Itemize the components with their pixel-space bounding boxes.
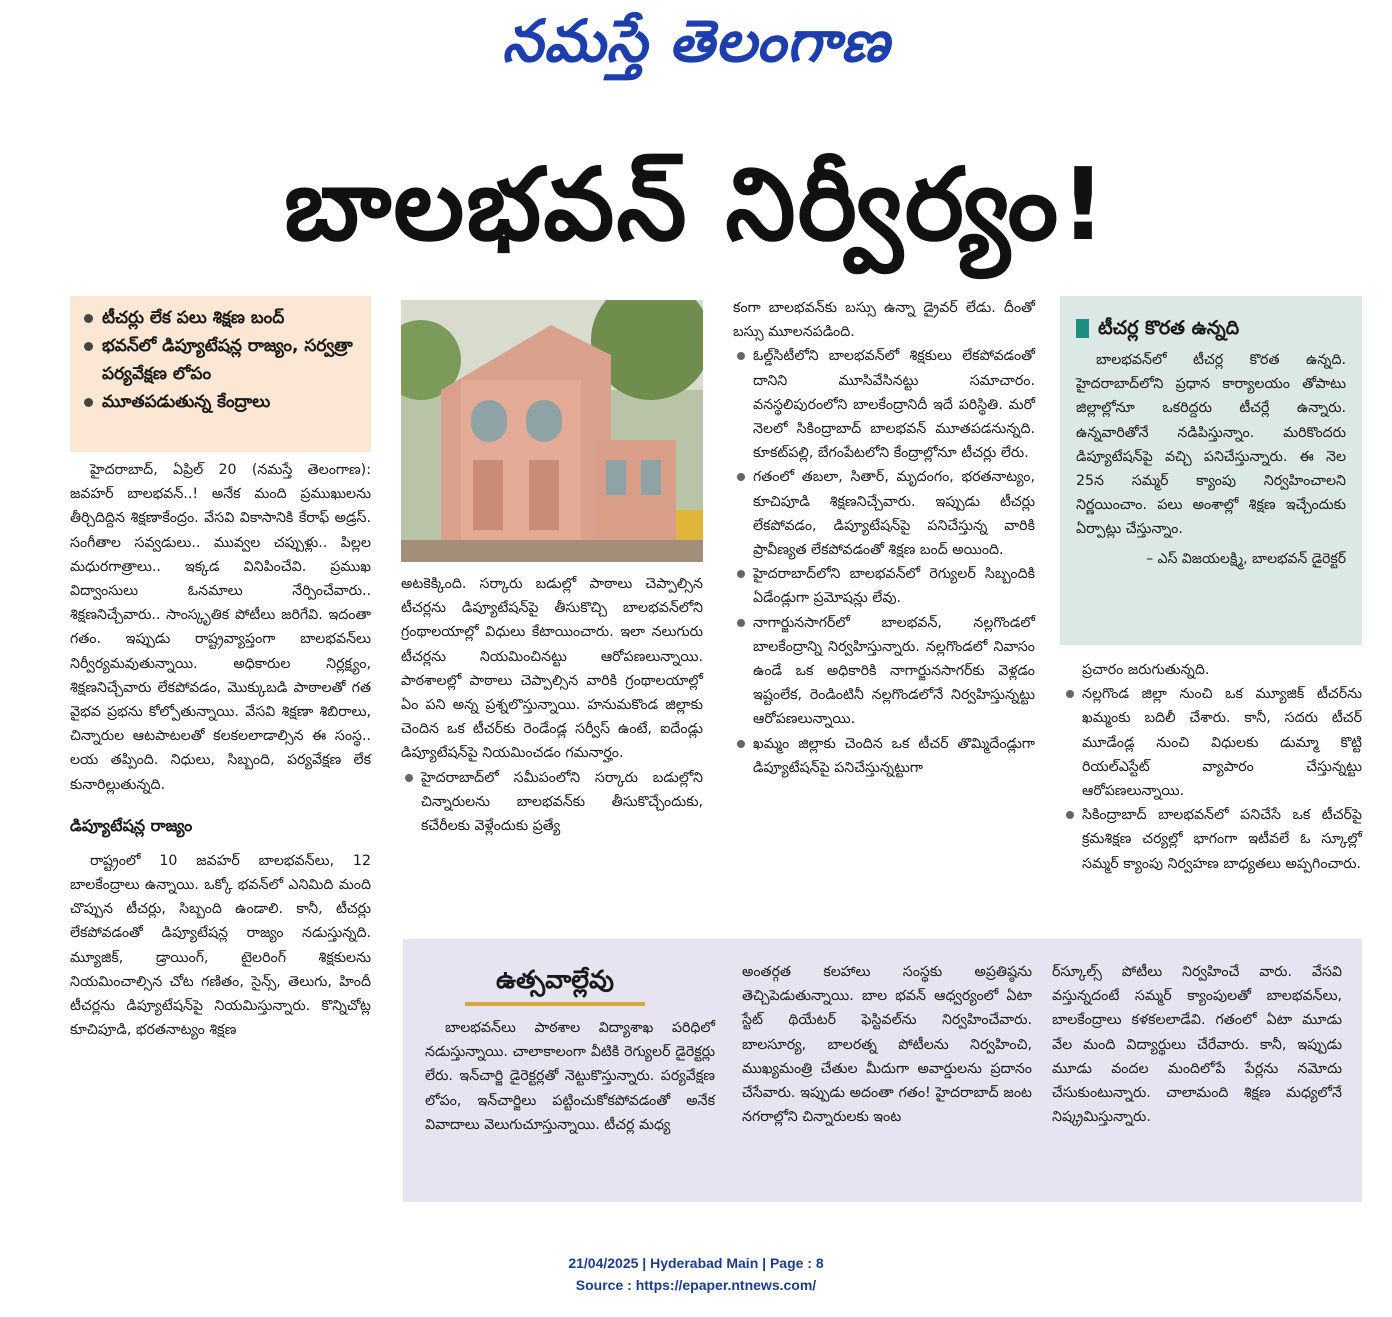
bullet-icon [737,473,745,481]
footer-source-link[interactable]: Source : https://epaper.ntnews.com/ [575,1277,817,1293]
sidebar-signature: – ఎస్ విజయలక్ష్మి, బాలభవన్ డైరెక్టర్ [1146,550,1346,567]
bottom-column-1 [425,1016,715,1137]
headline: బాలభవన్ నిర్వీర్యం! [284,146,1108,263]
footer [0,1252,1392,1296]
highlight-item: మూతపడుతున్న కేంద్రాలు [80,388,361,416]
bottom-column-2 [742,960,1032,1129]
article-column-3 [733,296,1035,780]
bullet-icon [737,619,745,627]
list-item: ఓల్డ్‌సిటీలోని బాలభవన్‌లో శిక్షకులు లేకపోవడంతో దానిని మూసివేసినట్టు సమాచారం. వనస్థలిపురంలోని బాలకేంద్రానిదీ ఇదే పరిస్థితి. మరో నెలలో సికింద్రాబాద్ బాలభవన్ మూతపడనున్నది. కూకట్‌పల్లి, బేగంపేటలోని కేంద్రాల్లోనూ టీచర్లు లేరు. [733,344,1035,465]
square-marker-icon [1076,319,1089,338]
paragraph: ర్‌స్కూల్స్ పోటీలు నిర్వహించే వారు. వేసవి వస్తున్నదంటే సమ్మర్ క్యాంపులతో బాలభవన్‌లు, బాలకేంద్రాలు కళకలలాడేవి. గతంలో ఏటా మూడు వేల మంది విద్యార్థులు చేరేవారు. కానీ, ఇప్పుడు మూడు వందల మందిలోపే పేర్లను నమోదు చేసుకుంటున్నారు. చాలామంది శిక్షణ మధ్యలోనే నిష్క్రమిస్తున్నారు. [1052,964,1342,1126]
list-item: హైదరాబాద్‌లోని బాలభవన్‌లో రెగ్యులర్ సిబ్బందికి ఏడేండ్లుగా ప్రమోషన్లు లేవు. [733,562,1035,610]
paragraph: కంగా బాలభవన్‌కు బస్సు ఉన్నా డ్రైవర్ లేడు. దీంతో బస్సు మూలనపడింది. [733,300,1035,341]
list-item: హైదరాబాద్‌లో సమీపంలోని సర్కారు బడుల్లోని చిన్నారులను బాలభవన్‌కు తీసుకొచ్చేందుకు, కచేరీలకు వెళ్లేందుకు ప్రత్యే [401,766,703,839]
list-item: సికింద్రాబాద్ బాలభవన్‌లో పనిచేసే ఒక టీచర్‌పై క్రమశిక్షణ చర్యల్లో భాగంగా ఇటీవలే ఓ స్కూల్లో సమ్మర్ క్యాంపు నిర్వహణ బాధ్యతలు అప్పగించారు. [1062,803,1362,876]
bullet-icon [737,352,745,360]
bottom-box-title: ఉత్సవాల్లేవు [465,962,645,1006]
director-quote-box [1060,296,1362,645]
list-item: గతంలో తబలా, సితార్, మృదంగం, భరతనాట్యం, కూచిపూడి శిక్షణనిచ్చేవారు. ఇప్పుడు టీచర్లు లేకపోవడం, డిప్యూటేషన్‌పై పనిచేస్తున్న వారికి ప్రావీణ్యత లేకపోవడంతో శిక్షణ బంద్ అయింది. [733,465,1035,562]
masthead-logo: నమస్తే తెలంగాణ [502,7,890,75]
paragraph: అటకెక్కింది. సర్కారు బడుల్లో పాఠాలు చెప్పాల్సిన టీచర్లను డిప్యూటేషన్‌పై తీసుకొచ్చి బాలభవన్‌లోని గ్రంథాలయాల్లో విధులు కేటాయించారు. ఇలా నలుగురు టీచర్లను నియమించినట్టు ఆరోపణలున్నాయి. పాఠశాలల్లో పాఠాలు చెప్పాల్సిన వారికి గ్రంథాలయాల్లో ఏం పని అన్న ప్రశ్నలొస్తున్నాయి. హనుమకొండ జిల్లాకు చెందిన ఒక టీచర్‌కు రెండేండ్ల సర్వీస్ ఉంటే, ఐదేండ్లు డిప్యూటేషన్‌పై నియమించడం గమనార్హం. [401,576,703,762]
article-column-4 [1062,658,1362,876]
bullet-icon [737,740,745,748]
paragraph: హైదరాబాద్, ఏప్రిల్ 20 (నమస్తే తెలంగాణ): జవహర్ బాలభవన్..! అనేక మంది ప్రముఖులను తీర్చిదిద్దిన శిక్షణాకేంద్రం. వేసవి వికాసానికి కేరాఫ్ అడ్రస్. సంగీతాల సవ్వడులు.. మువ్వల చప్పుళ్లు.. పిల్లల మధురగాత్రాలు.. ఇక్కడ వినిపించేవి. ప్రముఖ విద్వాంసులు ఓనమాలు నేర్పించేవారు.. శిక్షణనిచ్చేవారు.. సాంస్కృతిక పోటీలు జరిగేవి. ఇదంతా గతం. ఇప్పుడు రాష్ట్రవ్యాప్తంగా బాలభవన్‌లు నిర్వీర్యమవుతున్నాయి. అధికారుల నిర్లక్ష్యం, శిక్షణనిచ్చేవారు లేకపోవడం, మొక్కుబడి పాఠాలతో గత వైభవ ప్రభను కోల్పోతున్నాయి. వేసవి శిక్షణా శిబిరాలు, చిన్నారుల ఆటపాటలతో కలకలలాడాల్సిన ఈ సంస్థ.. లయ తప్పింది. నిధులు, సిబ్బంది, పర్యవేక్షణ లేక కునారిల్లుతున్నది. [70,462,371,793]
list-item: నాగార్జునసాగర్‌లో బాలభవన్, నల్లగొండలో బాలకేంద్రాన్ని నిర్వహిస్తున్నారు. నల్లగొండలో నివాసం ఉండే ఒక అధికారికి నాగార్జునసాగర్‌కు వెళ్లడం ఇష్టంలేక, రెండింటినీ నల్లగొండలోనే నిర్వహిస్తున్నట్టు ఆరోపణలున్నాయి. [733,611,1035,732]
bottom-column-3 [1052,960,1342,1129]
bullet-icon [405,774,413,782]
bullet-icon [737,570,745,578]
bullet-icon [84,342,93,351]
list-item: ఖమ్మం జిల్లాకు చెందిన ఒక టీచర్ తొమ్మిదేండ్లుగా డిప్యూటేషన్‌పై పనిచేస్తున్నట్టుగా [733,732,1035,780]
list-item: నల్లగొండ జిల్లా నుంచి ఒక మ్యూజిక్ టీచర్‌ను ఖమ్మంకు బదిలీ చేశారు. కానీ, సదరు టీచర్ మూడేండ్ల నుంచి విధులకు డుమ్మా కొట్టి రియల్‌ఎస్టేట్ వ్యాపారం చేస్తున్నట్టు ఆరోపణలున్నాయి. [1062,682,1362,803]
bullet-icon [1066,690,1074,698]
balabhavan-building-photo [401,300,703,562]
paragraph: బాలభవన్‌లు పాఠశాల విద్యాశాఖ పరిధిలో నడుస్తున్నాయి. చాలాకాలంగా వీటికి రెగ్యులర్ డైరెక్టర్లు లేరు. ఇన్‌చార్జి డైరెక్టర్లతో నెట్టుకొస్తున్నారు. పర్యవేక్షణ లోపం, ఇన్‌చార్జిలు పట్టించుకోకపోవడంతో అనేక వివాదాలు వెలుగుచూస్తున్నాయి. టీచర్ల మధ్య [425,1020,715,1133]
sidebar-text: బాలభవన్‌లో టీచర్ల కొరత ఉన్నది. హైదరాబాద్‌లోని ప్రధాన కార్యాలయం తోపాటు జిల్లాల్లోనూ ఒకరిద్దరు టీచర్లే ఉన్నారు. ఉన్నవారితోనే నడిపిస్తున్నాం. మరికొందరు డిప్యూటేషన్‌పై వచ్చి పనిచేస్తున్నారు. ఈ నెల 25న సమ్మర్ క్యాంపు నిర్వహించాలని నిర్ణయించాం. పలు అంశాల్లో శిక్షణ ఇచ్చేందుకు ఏర్పాట్లు చేస్తున్నాం. [1076,352,1346,538]
highlights-box [70,296,371,452]
subheading: డిప్యూటేషన్ల రాజ్యం [70,815,193,835]
highlight-item: టీచర్లు లేక పలు శిక్షణ బంద్ [80,304,361,332]
footer-date-line: 21/04/2025 | Hyderabad Main | Page : 8 [568,1255,824,1271]
bullet-icon [84,398,93,407]
paragraph: రాష్ట్రంలో 10 జవహర్ బాలభవన్‌లు, 12 బాలకేంద్రాలు ఉన్నాయి. ఒక్కో భవన్‌లో ఎనిమిది మంది చొప్పున టీచర్లు, సిబ్బంది ఉండాలి. కానీ, టీచర్లు లేకపోవడంతో డిప్యూటేషన్ల రాజ్యం నడుస్తున్నది. మ్యూజిక్, డ్రాయింగ్, టైలరింగ్ శిక్షకులను నియమించాల్సిన చోట గణితం, సైన్స్, తెలుగు, హిందీ టీచర్లను డిప్యూటేషన్‌పై నియమిస్తున్నారు. కొన్నిచోట్ల కూచిపూడి, భరతనాట్యం శిక్షణ [70,852,371,1039]
article-column-2 [401,572,703,838]
highlight-item: భవన్‌లో డిప్యూటేషన్ల రాజ్యం, సర్వత్రా పర్యవేక్షణ లోపం [80,332,361,388]
sidebar-title: టీచర్ల కొరత ఉన్నది [1076,314,1346,342]
paragraph: ప్రచారం జరుగుతున్నది. [1082,662,1210,678]
paragraph: అంతర్గత కలహాలు సంస్థకు అప్రతిష్ఠను తెచ్చిపెడుతున్నాయి. బాల భవన్ ఆధ్వర్యంలో ఏటా స్టేట్ థియేటర్ ఫెస్టివల్‌ను నిర్వహించేవారు. బాలసూర్య, బాలరత్న పోటీలను నిర్వహించి, ముఖ్యమంత్రి చేతుల మీదుగా అవార్డులను ప్రదానం చేసేవారు. ఇప్పుడు అదంతా గతం! హైదరాబాద్ జంట నగరాల్లోని చిన్నారులకు ఇంట [742,964,1032,1126]
article-column-1 [70,458,371,1042]
bullet-icon [1066,811,1074,819]
bullet-icon [84,314,93,323]
